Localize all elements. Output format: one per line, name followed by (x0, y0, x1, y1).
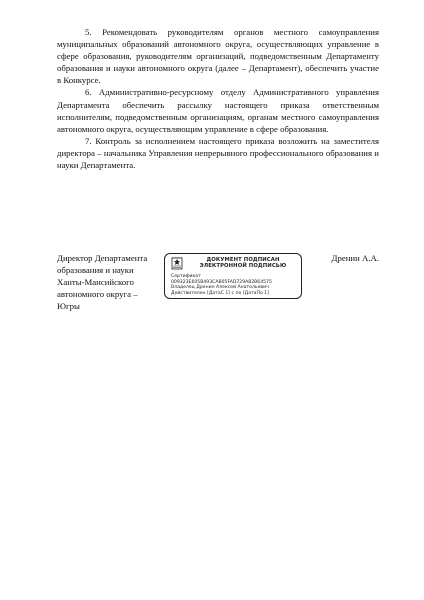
electronic-signature-stamp (164, 253, 302, 299)
paragraph-item-6: 6. Административно-ресурсному отделу Административного управления Департамента обеспечить рассылку настоящего приказа ответственным исполнителям, подведомственным организациям, органам местного самоуправления автономного округа, осуществляющим управление в сфере образования. (57, 87, 379, 134)
signer-position (57, 252, 165, 312)
signer-position-line: Директор Департамента (57, 253, 148, 263)
signer-position-line: образования и науки (57, 265, 134, 276)
certificate-label: Сертификат (171, 274, 201, 279)
paragraph-item-5: 5. Рекомендовать руководителям органов местного самоуправления муниципальных образований автономного округа, осуществляющих управление в сфере образования, руководителям организаций, подведомственным Департаменту образования и науки автономного округа (далее – Департамент), обеспечить участие в Конкурсе. (57, 27, 379, 86)
stamp-heading-line: ДОКУМЕНТ ПОДПИСАН (206, 257, 280, 263)
signer-position-line: Ханты-Мансийского (57, 277, 134, 288)
certificate-owner: Владелец Дренин Алексей Анатольевич (171, 285, 269, 290)
certificate-number: 009323E605B493CAB05FAD729A82B64575 (171, 279, 272, 285)
paragraph-item-7: 7. Контроль за исполнением настоящего приказа возложить на заместителя директора – начальника Управления непрерывного профессионального образования и науки Департамента. (57, 135, 379, 171)
coat-of-arms-icon (171, 257, 183, 270)
signer-position-line: автономного округа – (57, 289, 138, 300)
certificate-validity: Действителен [ДатаС 1] с по [ДатаПо 1] (171, 290, 269, 296)
document-body (57, 26, 379, 171)
signer-name: Дренин А.А. (331, 253, 379, 263)
signer-position-line: Югры (57, 301, 80, 312)
stamp-heading-line: ЭЛЕКТРОННОЙ ПОДПИСЬЮ (199, 263, 287, 270)
signature-block (57, 252, 379, 322)
stamp-heading (187, 257, 299, 269)
